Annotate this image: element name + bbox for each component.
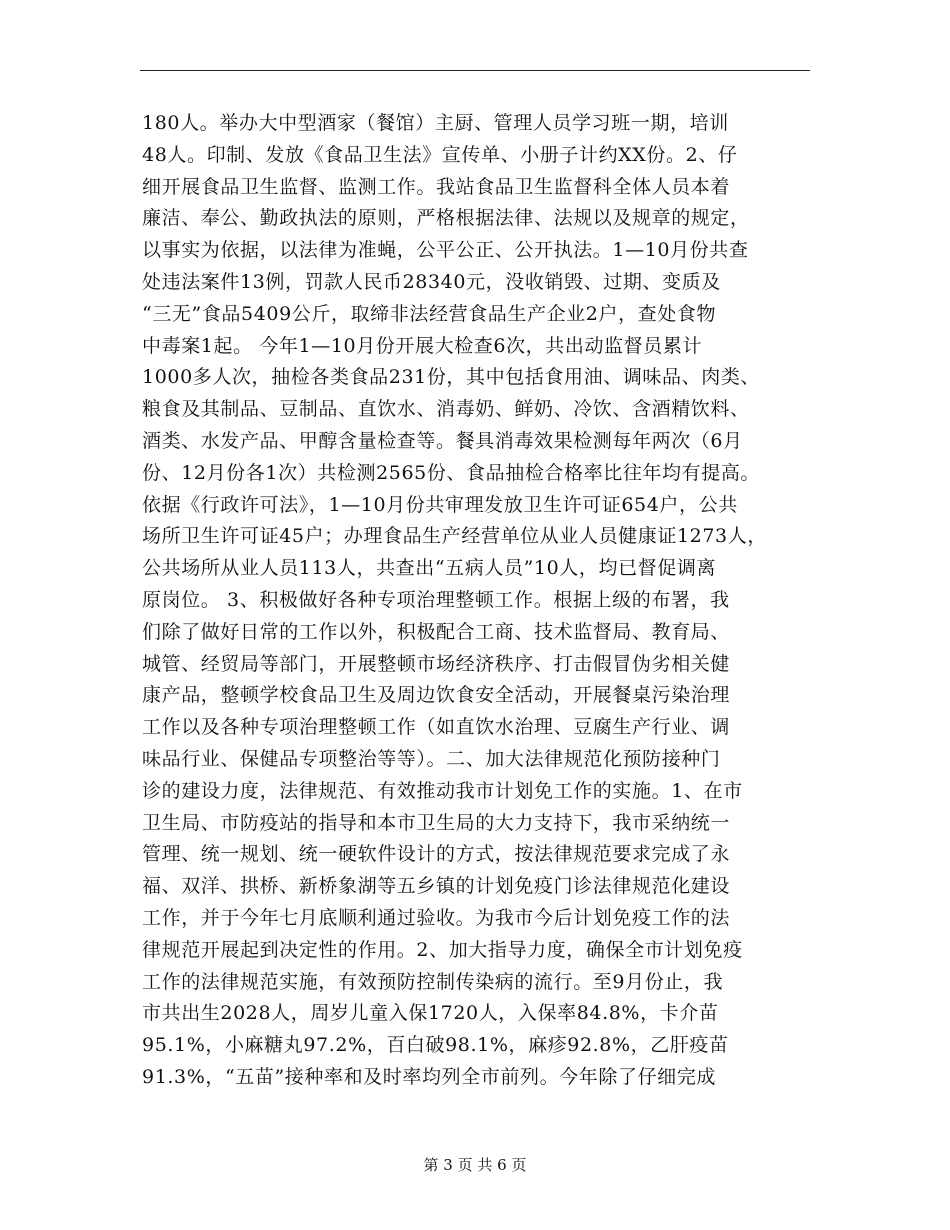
text-line: 91.3%，“五苗”接种率和及时率均列全市前列。今年除了仔细完成 (142, 1065, 716, 1088)
text-line: 诊的建设力度，法律规范、有效推动我市计划免工作的实施。1、在市 (142, 779, 743, 802)
text-line: 市共出生2028人，周岁儿童入保1720人，入保率84.8%，卡介苗 (142, 1002, 719, 1025)
text-line: 处违法案件13例，罚款人民币28340元，没收销毁、过期、变质及 (142, 270, 721, 293)
text-line: 味品行业、保健品专项整治等等）。二、加大法律规范化预防接种门 (142, 747, 721, 770)
header-rule (140, 70, 810, 71)
text-line: 酒类、水发产品、甲醇含量检查等。餐具消毒效果检测每年两次（6月 (142, 429, 743, 452)
text-line: 城管、经贸局等部门，开展整顿市场经济秩序、打击假冒伪劣相关健 (142, 652, 731, 675)
text-line: 工作，并于今年七月底顺利通过验收。为我市今后计划免疫工作的法 (142, 906, 731, 929)
text-line: 律规范开展起到决定性的作用。2、加大指导力度，确保全市计划免疫 (142, 938, 743, 961)
text-line: 中毒案1起。 今年1—10月份开展大检查6次，共出动监督员累计 (142, 334, 703, 357)
text-line: 细开展食品卫生监督、监测工作。我站食品卫生监督科全体人员本着 (142, 175, 731, 198)
text-line: 份、12月份各1次）共检测2565份、食品抽检合格率比往年均有提高。 (142, 461, 761, 484)
text-line: 工作的法律规范实施，有效预防控制传染病的流行。至9月份止，我 (142, 970, 724, 993)
text-line: 卫生局、市防疫站的指导和本市卫生局的大力支持下，我市采纳统一 (142, 811, 731, 834)
text-line: 公共场所从业人员113人，共查出“五病人员”10人，均已督促调离 (142, 557, 717, 580)
text-line: 粮食及其制品、豆制品、直饮水、消毒奶、鲜奶、冷饮、含酒精饮料、 (142, 398, 750, 421)
text-line: 管理、统一规划、统一硬软件设计的方式，按法律规范要求完成了永 (142, 843, 731, 866)
document-body (142, 108, 822, 1094)
text-line: 48人。印制、发放《食品卫生法》宣传单、小册子计约XX份。2、仔 (142, 143, 738, 166)
text-line: 1000多人次，抽检各类食品231份，其中包括食用油、调味品、肉类、 (142, 366, 761, 389)
text-line: 场所卫生许可证45户；办理食品生产经营单位从业人员健康证1273人， (142, 525, 767, 548)
text-line: 福、双洋、拱桥、新桥象湖等五乡镇的计划免疫门诊法律规范化建设 (142, 875, 731, 898)
text-line: 们除了做好日常的工作以外，积极配合工商、技术监督局、教育局、 (142, 620, 731, 643)
text-line: 以事实为依据，以法律为准蝇，公平公正、公开执法。1—10月份共查 (142, 239, 749, 262)
text-line: 原岗位。 3、积极做好各种专项治理整顿工作。根据上级的布署，我 (142, 588, 730, 611)
page-number-footer: 第 3 页 共 6 页 (423, 1156, 527, 1174)
text-line: 依据《行政许可法》，1—10月份共审理发放卫生许可证654户，公共 (142, 493, 738, 516)
text-line: 180人。举办大中型酒家（餐馆）主厨、管理人员学习班一期，培训 (142, 112, 729, 134)
text-line: 康产品，整顿学校食品卫生及周边饮食安全活动，开展餐桌污染治理 (142, 684, 731, 707)
text-line: 95.1%，小麻糖丸97.2%，百白破98.1%，麻疹92.8%，乙肝疫苗 (142, 1034, 729, 1057)
text-line: “三无”食品5409公斤，取缔非法经营食品生产企业2户，查处食物 (142, 302, 717, 325)
text-line: 工作以及各种专项治理整顿工作（如直饮水治理、豆腐生产行业、调 (142, 716, 731, 739)
text-line: 廉洁、奉公、勤政执法的原则，严格根据法律、法规以及规章的规定， (142, 207, 750, 230)
